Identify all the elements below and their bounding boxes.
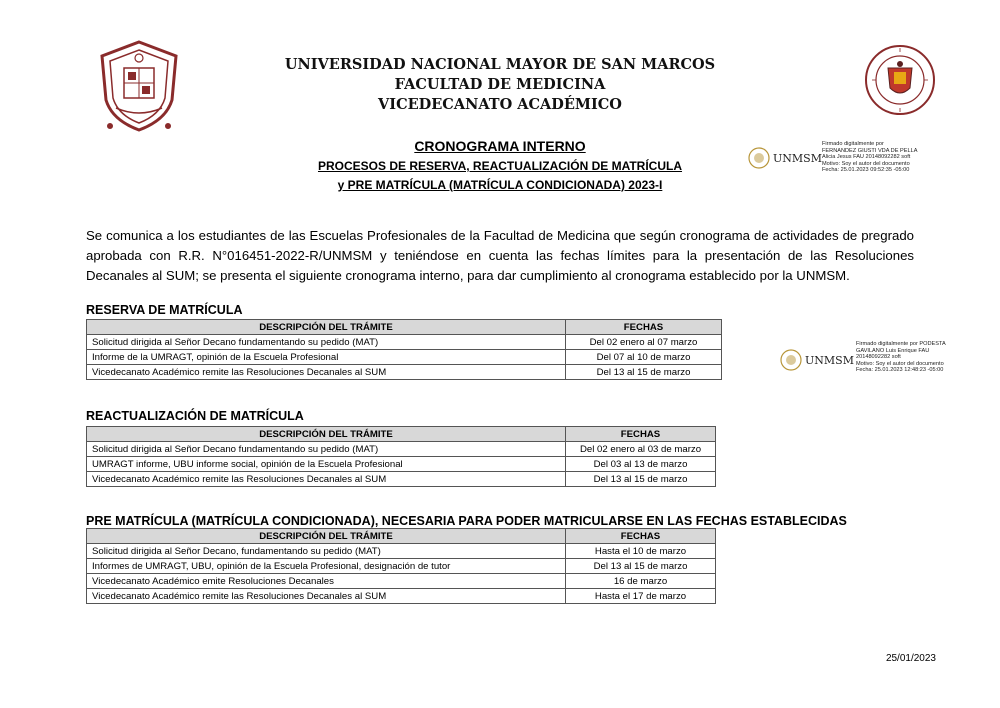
signature-line: Firmado digitalmente por [822, 141, 884, 147]
table-row [87, 442, 716, 457]
intro-paragraph: Se comunica a los estudiantes de las Escuelas Profesionales de la Facultad de Medicina que según cronograma de actividades de pregrado aprobada con R.R. N°016451-2022-R/UNMSM y teniéndose en cuenta las fechas límites para la presentación de las Resoluciones Decanales al SUM; se presenta el siguiente cronograma interno, para dar cumplimiento al cronograma establecido por la UNMSM. [86, 228, 914, 283]
signature-line: Alicia Jesus FAU 20148092282 soft [822, 154, 911, 161]
row-description: Solicitud dirigida al Señor Decano, fundamentando su pedido (MAT) [87, 544, 566, 559]
row-date: 16 de marzo [566, 574, 716, 589]
table-reserva [86, 319, 722, 380]
document-subtitle-2: y PRE MATRÍCULA (MATRÍCULA CONDICIONADA) 2023-I [337, 178, 663, 192]
table-row [87, 365, 722, 380]
digital-signature-logo-2 [780, 349, 854, 371]
table-header-row [87, 529, 716, 544]
section-title-reactualizacion: REACTUALIZACIÓN DE MATRÍCULA [86, 409, 304, 423]
table-row [87, 472, 716, 487]
table-prematricula [86, 528, 716, 604]
table-row [87, 457, 716, 472]
column-header-description: DESCRIPCIÓN DEL TRÁMITE [87, 320, 566, 335]
digital-signature-logo-1 [748, 147, 822, 169]
row-description: Solicitud dirigida al Señor Decano fundamentando su pedido (MAT) [87, 442, 566, 457]
table-row [87, 559, 716, 574]
row-date: Del 13 al 15 de marzo [566, 559, 716, 574]
university-name: UNIVERSIDAD NACIONAL MAYOR DE SAN MARCOS [284, 56, 716, 73]
table-row [87, 544, 716, 559]
signature-line: FERNANDEZ GIUSTI VDA DE PELLA [822, 147, 918, 154]
column-header-dates: FECHAS [566, 320, 722, 335]
table-header-row [87, 320, 722, 335]
row-date: Del 13 al 15 de marzo [566, 365, 722, 380]
unmsm-seal-icon [748, 147, 770, 169]
signature-line: Firmado digitalmente por PODESTA [856, 341, 946, 347]
row-date: Del 02 enero al 07 marzo [566, 335, 722, 350]
footer-date: 25/01/2023 [885, 653, 936, 664]
signature-line: Fecha: 25.01.2023 12:48:23 -05:00 [856, 367, 944, 374]
signature-logo-text-1: UNMSM [773, 151, 822, 165]
table-row [87, 335, 722, 350]
section-title-reserva: RESERVA DE MATRÍCULA [86, 303, 243, 317]
faculty-name: FACULTAD DE MEDICINA [394, 76, 606, 93]
document-subtitle-1: PROCESOS DE RESERVA, REACTUALIZACIÓN DE MATRÍCULA [317, 159, 683, 173]
row-description: Solicitud dirigida al Señor Decano fundamentando su pedido (MAT) [87, 335, 566, 350]
signature-line: GAVILANO Luis Enrique FAU [856, 347, 930, 354]
table-row [87, 350, 722, 365]
row-date: Del 07 al 10 de marzo [566, 350, 722, 365]
signature-line: Motivo: Soy el autor del documento [856, 360, 944, 367]
row-date: Del 13 al 15 de marzo [566, 472, 716, 487]
row-description: Vicedecanato Académico remite las Resoluciones Decanales al SUM [87, 472, 566, 487]
signature-block-1 [822, 141, 917, 174]
table-header-row [87, 427, 716, 442]
row-description: Vicedecanato Académico remite las Resoluciones Decanales al SUM [87, 589, 566, 604]
section-title-prematricula: PRE MATRÍCULA (MATRÍCULA CONDICIONADA), NECESARIA PARA PODER MATRICULARSE EN LAS FECHAS ESTABLECIDAS [86, 514, 847, 528]
signature-block-2 [856, 341, 946, 374]
table-row [87, 589, 716, 604]
signature-line: Fecha: 25.01.2023 09:52:35 -05:00 [822, 167, 910, 174]
row-description: UMRAGT informe, UBU informe social, opinión de la Escuela Profesional [87, 457, 566, 472]
row-date: Del 02 enero al 03 de marzo [566, 442, 716, 457]
row-description: Vicedecanato Académico remite las Resoluciones Decanales al SUM [87, 365, 566, 380]
office-name: VICEDECANATO ACADÉMICO [378, 96, 622, 113]
document-title: CRONOGRAMA INTERNO [414, 138, 586, 154]
row-description: Informes de UMRAGT, UBU, opinión de la Escuela Profesional, designación de tutor [87, 559, 566, 574]
unmsm-seal-icon [780, 349, 802, 371]
signature-line: 20148092282 soft [856, 354, 901, 361]
column-header-dates: FECHAS [566, 427, 716, 442]
column-header-dates: FECHAS [566, 529, 716, 544]
table-row [87, 574, 716, 589]
column-header-description: DESCRIPCIÓN DEL TRÁMITE [87, 529, 566, 544]
faculty-seal-logo [864, 44, 936, 116]
column-header-description: DESCRIPCIÓN DEL TRÁMITE [87, 427, 566, 442]
row-description: Vicedecanato Académico emite Resoluciones Decanales [87, 574, 566, 589]
row-date: Del 03 al 13 de marzo [566, 457, 716, 472]
signature-line: Motivo: Soy el autor del documento [822, 160, 910, 167]
row-description: Informe de la UMRAGT, opinión de la Escuela Profesional [87, 350, 566, 365]
signature-logo-text-2: UNMSM [805, 353, 854, 367]
row-date: Hasta el 17 de marzo [566, 589, 716, 604]
table-reactualizacion [86, 426, 716, 487]
row-date: Hasta el 10 de marzo [566, 544, 716, 559]
